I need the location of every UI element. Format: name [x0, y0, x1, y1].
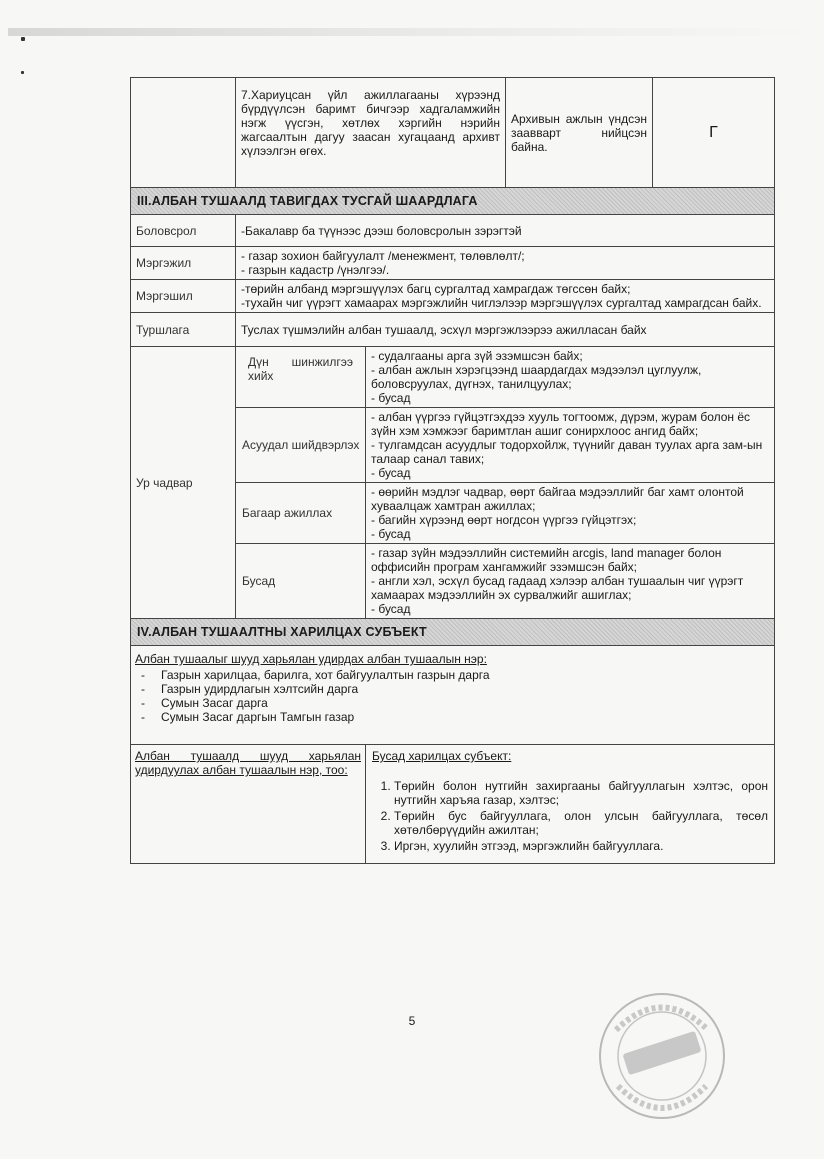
scan-dot [21, 37, 25, 41]
skill-item: - газар зүйн мэдээллийн системийн arcgis, land manager болон оффисийн програм хангамжийг эзэмшсэн байх; [371, 546, 722, 574]
skill-items [366, 408, 775, 483]
skill-item: - албан ажлын хэрэгцээнд шаардагдах мэдээлэл цуглуулж, боловсруулах, дүгнэх, танилцуулах; [371, 363, 702, 391]
duty-row-7 [131, 78, 775, 188]
experience-label: Туршлага [131, 313, 236, 347]
scan-top-marks [8, 28, 808, 36]
specialization-item: -тухайн чиг үүрэгт хамаарах мэргэжлийн чиглэлээр мэргэшүүлэх сургалтад хамрагдсан байх. [241, 296, 762, 310]
skill-item: - англи хэл, эсхүл бусад гадаад хэлээр албан тушаалын чиг үүрэгт хамаарах мэдээллийн эх сурвалжийг ашиглах; [371, 574, 744, 602]
specialization-list [236, 280, 775, 313]
scan-dot [21, 71, 24, 74]
skill-item: - бусад [371, 527, 411, 541]
profession-row [131, 247, 775, 280]
skill-item: - судалгааны арга зүй эзэмшсэн байх; [371, 349, 583, 363]
skill-item: - бусад [371, 391, 411, 405]
relations-row [131, 745, 775, 864]
subordinates-label: Албан тушаалд шууд харьялан удирдуулах албан тушаалын нэр, тоо: [135, 749, 361, 777]
job-description-table [130, 77, 775, 864]
empty-cell [131, 78, 236, 188]
skill-name: Багаар ажиллах [236, 483, 366, 544]
skill-items [366, 347, 775, 408]
other-subjects-cell [366, 745, 775, 864]
education-row [131, 215, 775, 247]
official-stamp [596, 990, 728, 1122]
section-title: IV.АЛБАН ТУШААЛТНЫ ХАРИЛЦАХ СУБЪЕКТ [131, 619, 775, 646]
experience-value: Туслах түшмэлийн албан тушаалд, эсхүл мэргэжлээрээ ажилласан байх [236, 313, 775, 347]
criterion-text: Архивын ажлын үндсэн заавварт нийцсэн байна. [506, 78, 653, 188]
section-header-4 [131, 619, 775, 646]
profession-item: - газар зохион байгуулалт /менежмент, төлөвлөлт/; [241, 249, 525, 263]
profession-list [236, 247, 775, 280]
skill-items [366, 544, 775, 619]
skills-label: Ур чадвар [131, 347, 236, 619]
skill-name: Бусад [236, 544, 366, 619]
skill-item: - тулгамдсан асуудлыг тодорхойлж, түүнийг даван туулах арга зам-ын талаар санал тавих; [371, 438, 763, 466]
skill-item: - бусад [371, 602, 411, 616]
superior-item: - Сумын Засаг дарга [141, 696, 770, 710]
profession-item: - газрын кадастр /үнэлгээ/. [241, 263, 390, 277]
skill-item: - албан үүргээ гүйцэтгэхдээ хууль тогтоомж, дүрэм, журам болон ёс зүйн хэм хэмжээг баримтлан ашиг сонирхлоос ангид байх; [371, 410, 751, 438]
page-number: 5 [408, 1014, 416, 1028]
skill-name: Асуудал шийдвэрлэх [236, 408, 366, 483]
grade-value: Г [653, 78, 775, 188]
other-subjects-label: Бусад харилцах субъект: [372, 749, 512, 763]
other-subject-item: 3. Иргэн, хуулийн этгээд, мэргэжлийн байгууллага. [394, 839, 768, 853]
education-label: Боловсрол [131, 215, 236, 247]
superior-item: - Газрын удирдлагын хэлтсийн дарга [141, 682, 770, 696]
superiors-label: Албан тушаалыг шууд харьялан удирдах албан тушаалын нэр: [135, 652, 487, 666]
section-title: III.АЛБАН ТУШААЛД ТАВИГДАХ ТУСГАЙ ШААРДЛАГА [131, 188, 775, 215]
superiors-cell [131, 646, 775, 745]
skill-item: - өөрийн мэдлэг чадвар, өөрт байгаа мэдээллийг баг хамт олонтой хуваалцаж хамтран ажиллах; [371, 485, 744, 513]
subordinates-cell [131, 745, 366, 864]
skill-item: - бусад [371, 466, 411, 480]
superior-item: - Сумын Засаг даргын Тамгын газар [141, 710, 770, 724]
experience-row [131, 313, 775, 347]
specialization-item: -төрийн албанд мэргэшүүлэх багц сургалтад хамрагдаж төгссөн байх; [241, 282, 631, 296]
superior-item: - Газрын харилцаа, барилга, хот байгуулалтын газрын дарга [141, 668, 770, 682]
other-subject-item: 2. Төрийн бус байгууллага, олон улсын байгууллага, төсөл хөтөлбөрүүдийн ажилтан; [394, 809, 768, 837]
profession-label: Мэргэжил [131, 247, 236, 280]
section-header-3 [131, 188, 775, 215]
skill-items [366, 483, 775, 544]
other-subject-item: 1. Төрийн болон нутгийн захиргааны байгууллагын хэлтэс, орон нутгийн харъяа газар, хэлтэс; [394, 779, 768, 807]
skill-name: Дүн шинжилгээ хийх [236, 347, 366, 408]
skill-item: - багийн хүрээнд өөрт ногдсон үүргээ гүйцэтгэх; [371, 513, 637, 527]
skill-row [131, 347, 775, 408]
specialization-label: Мэргэшил [131, 280, 236, 313]
specialization-row [131, 280, 775, 313]
education-value: -Бакалавр ба түүнээс дээш боловсролын зэрэгтэй [236, 215, 775, 247]
duty-text: 7.Хариуцсан үйл ажиллагааны хүрээнд бүрдүүлсэн баримт бичгээр хадгаламжийн нэгж үүсгэн, хөтлөх хэргийн нэрийн жагсаалтын дагуу заасан хугацаанд архивт хүлээлгэн өгөх. [236, 78, 506, 188]
document-table-container [130, 77, 774, 864]
superiors-row [131, 646, 775, 745]
